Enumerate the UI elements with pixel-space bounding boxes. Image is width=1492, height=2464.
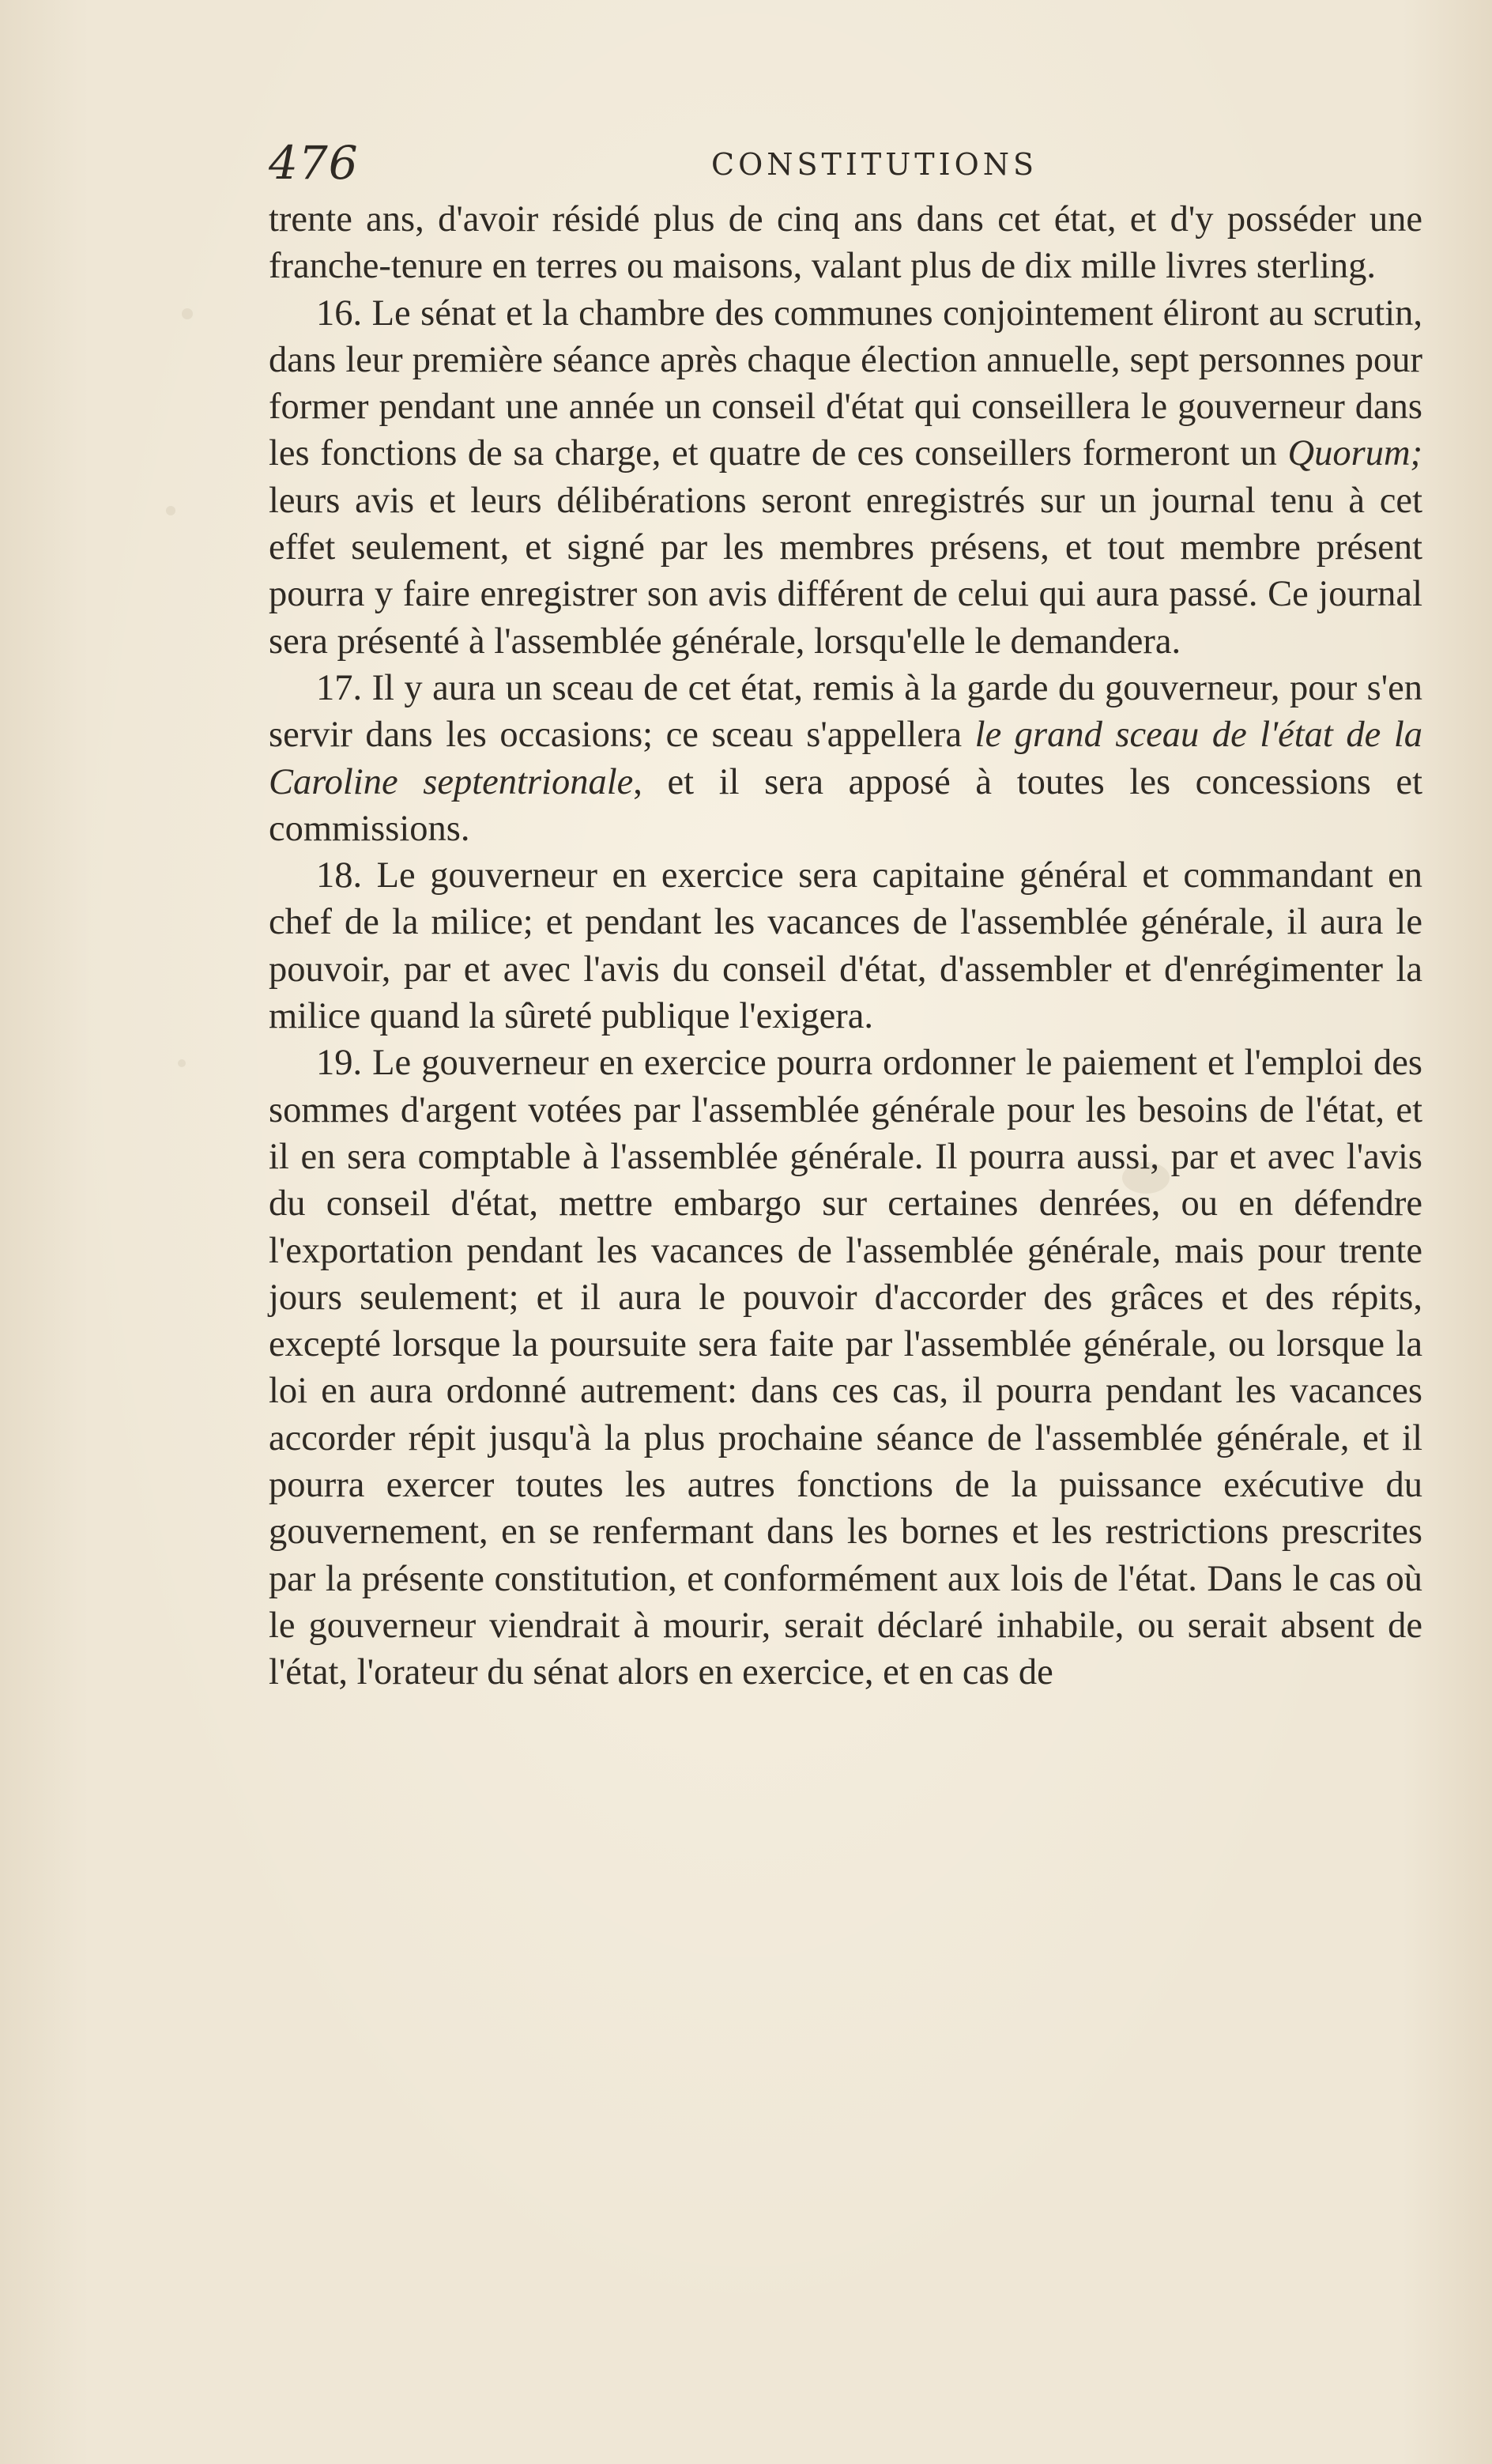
article-19: 19. Le gouverneur en exercice pourra ordonner le paiement et l'emploi des sommes d'argent votées par l'assemblée générale pour les besoins de l'état, et il en sera comptable à l'assemblée générale. Il pourra aussi, par et avec l'avis du conseil d'état, mettre embargo sur certaines denrées, ou en défendre l'exportation pendant les vacances de l'assemblée générale, mais pour trente jours seulement; et il aura le pouvoir d'accorder des grâces et des répits, excepté lorsque la poursuite sera faite par l'assemblée générale, ou lorsque la loi en aura ordonné autrement: dans ces cas, il pourra pendant les vacances accorder répit jusqu'à la plus prochaine séance de l'assemblée générale, et il pourra exercer toutes les autres fonctions de la puissance exécutive du gouvernement, en se renfermant dans les bornes et les restrictions prescrites par la présente constitution, et conformément aux lois de l'état. Dans le cas où le gouverneur viendrait à mourir, serait déclaré inhabile, ou serait absent de l'état, l'orateur du sénat alors en exercice, et en cas de <box>269 1043 1422 1693</box>
article-16-text: 16. Le sénat et la chambre des communes conjointement éliront au scrutin, dans leur première séance après chaque élection annuelle, sept personnes pour former pendant une année un conseil d'état qui conseillera le gouverneur dans les fonctions de sa charge, et quatre de ces conseillers formeront un <box>269 292 1422 474</box>
paragraph-continuation: trente ans, d'avoir résidé plus de cinq ans dans cet état, et d'y posséder une franche-tenure en terres ou maisons, valant plus de dix mille livres sterling. <box>269 199 1422 287</box>
quorum-term: Quorum; <box>1287 433 1423 474</box>
seal-name: le grand sceau de l'état de la Caroline septentrionale <box>269 715 1422 802</box>
body-text <box>269 196 1422 1696</box>
page-number: 476 <box>269 136 359 190</box>
article-17 <box>269 665 1422 852</box>
article-17-text: 17. Il y aura un sceau de cet état, remis à la garde du gouverneur, pour s'en servir dans les occasions; ce sceau s'appellera <box>269 667 1422 756</box>
article-16-text-rest: leurs avis et leurs délibérations seront enregistrés sur un journal tenu à cet effet seulement, et signé par les membres présens, et tout membre présent pourra y faire enregistrer son avis différent de celui qui aura passé. Ce journal sera présenté à l'assemblée générale, lorsqu'elle le demandera. <box>269 480 1422 662</box>
article-18: 18. Le gouverneur en exercice sera capitaine général et commandant en chef de la milice; et pendant les vacances de l'assemblée générale, il aura le pouvoir, par et avec l'avis du conseil d'état, d'assembler et d'enrégimenter la milice quand la sûreté publique l'exigera. <box>269 855 1422 1037</box>
article-17-text-rest: , et il sera apposé à toutes les concessions et commissions. <box>269 761 1422 849</box>
article-16 <box>269 290 1422 665</box>
running-head: CONSTITUTIONS <box>711 147 1038 182</box>
page-header <box>269 136 1454 191</box>
paper-stain <box>178 1059 186 1067</box>
paper-stain <box>182 308 193 319</box>
paper-stain <box>166 506 175 515</box>
